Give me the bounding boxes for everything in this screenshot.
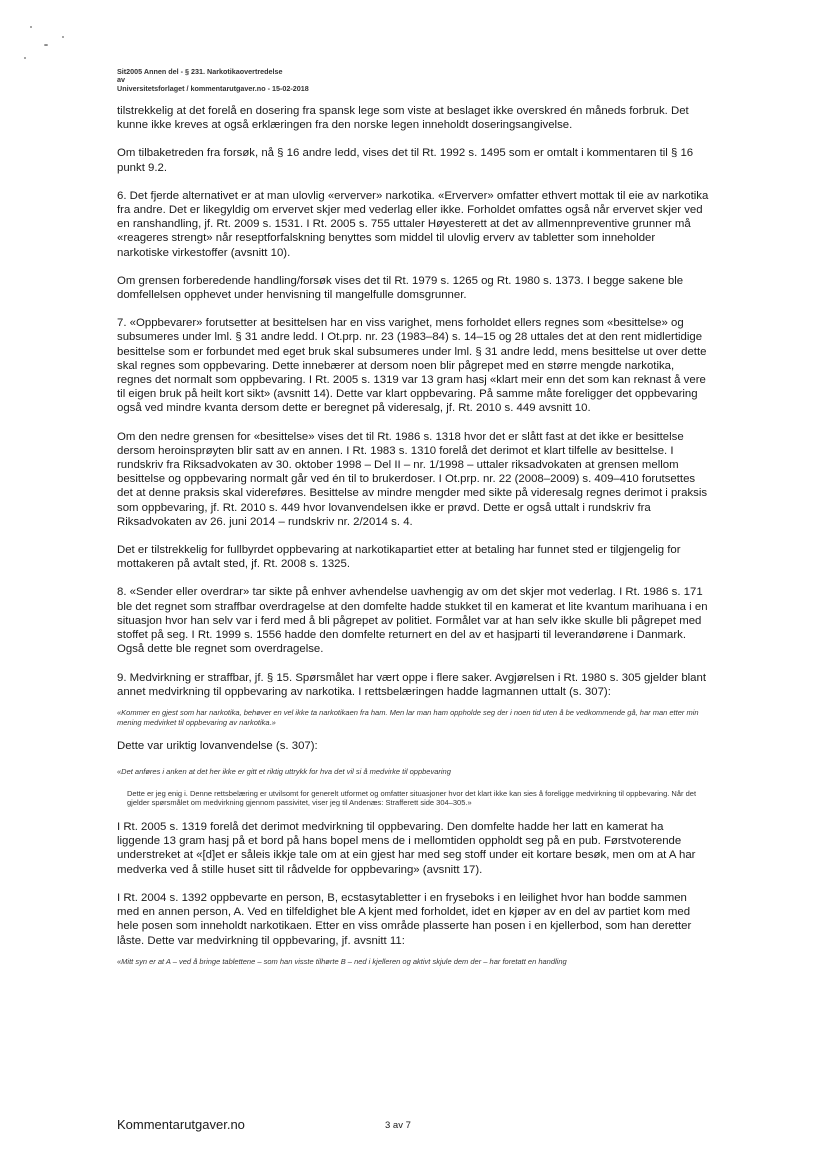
document-header: [117, 68, 309, 93]
paragraph: Om grensen forberedende handling/forsøk vises det til Rt. 1979 s. 1265 og Rt. 1980 s. 1373. I begge sakene ble domfellelsen opphevet under henvisning til mangelfulle domsgrunner.: [117, 274, 684, 302]
document-body: [117, 104, 709, 978]
block-quote: «Kommer en gjest som har narkotika, behøver en vel ikke ta narkotikaen fra ham. Men lar man ham oppholde seg der i noen tid uten å be vedkommende gå, har man etter min mening medvirket til oppbevaring av narkotika.»: [117, 707, 699, 727]
paragraph: 6. Det fjerde alternativet er at man ulovlig «erverver» narkotika. «Erverver» omfatter ethvert mottak til eie av narkotika fra andre. Det er likegyldig om ervervet skjer med vederlag eller ikke. Forholdet omfattes også når ervervet skjer ved en ranshandling, jf. Rt. 2009 s. 1531. I Rt. 2005 s. 755 uttaler Høyesterett at det av allmennpreventive grunner må «reageres strengt» når reseptforfalskning benyttes som middel til ulovlig erverv av tabletter som inneholder narkotiske virkestoffer (avsnitt 10).: [117, 189, 709, 259]
scan-speck: [44, 44, 48, 46]
footer-page-number: 3 av 7: [385, 1120, 411, 1131]
scan-speck: [62, 36, 64, 38]
block-quote-continued: Dette er jeg enig i. Denne rettsbelæring er utvilsomt for generelt utformet og omfatter situasjoner hvor det klart ikke kan sies å foreligge medvirkning til oppbevaring. Når det gjelder spørsmålet om medvirkning gjennom passivitet, viser jeg til Andenæs: Strafferett side 304–305.»: [127, 788, 697, 808]
header-line-1: Sit2005 Annen del - § 231. Narkotikaovertredelse: [117, 67, 283, 76]
paragraph: tilstrekkelig at det forelå en dosering fra spansk lege som viste at beslaget ikke overskred én måneds forbruk. Det kunne ikke kreves at også erklæringen fra den norske legen inneholdt doseringsangivelse.: [117, 105, 689, 132]
paragraph: Om den nedre grensen for «besittelse» vises det til Rt. 1986 s. 1318 hvor det er slått fast at det ikke er besittelse dersom heroinsprøyten blir satt av en annen. I Rt. 1983 s. 1310 forelå det derimot et klart tilfelle av besittelse. I rundskriv fra Riksadvokaten av 30. oktober 1998 – Del II – nr. 1/1998 – uttaler riksadvokaten at grensen mellom besittelse og oppbevaring normalt går ved én til to brukerdoser. I Ot.prp. nr. 22 (2008–2009) s. 409–410 forutsettes det at denne praksis skal videreføres. Besittelse av mindre mengder med sikte på videresalg regnes derimot i praksis som oppbevaring, jf. Rt. 2010 s. 449 hvor lovanvendelsen ikke er prøvd. Dette er også uttalt i rundskriv fra Riksadvokaten av 26. juni 2014 – rundskriv nr. 2/2014 s. 4.: [117, 430, 708, 528]
paragraph: Dette var uriktig lovanvendelse (s. 307):: [117, 740, 318, 753]
header-line-3: Universitetsforlaget / kommentarutgaver.no - 15-02-2018: [117, 83, 309, 93]
footer-site-name: Kommentarutgaver.no: [117, 1117, 245, 1132]
paragraph: I Rt. 2005 s. 1319 forelå det derimot medvirkning til oppbevaring. Den domfelte hadde her latt en kamerat ha liggende 13 gram hasj på et bord på hans bopel mens de i mellomtiden oppholdt seg på en pub. Førstvoterende understreket at «[d]et er såleis ikkje tale om at ein gjest har med seg stoff under eit kortare besøk, men om at A har medverka ved å stille huset sitt til rådvelde for oppbevaring» (avsnitt 17).: [117, 821, 696, 876]
paragraph: 9. Medvirkning er straffbar, jf. § 15. Spørsmålet har vært oppe i flere saker. Avgjørelsen i Rt. 1980 s. 305 gjelder blant annet medvirkning til oppbevaring av narkotika. I rettsbelæringen hadde lagmannen uttalt (s. 307):: [117, 671, 707, 698]
paragraph: Det er tilstrekkelig for fullbyrdet oppbevaring at narkotikapartiet etter at betaling har funnet sted er tilgjengelig for mottakeren på avtalt sted, jf. Rt. 2008 s. 1325.: [117, 544, 681, 571]
paragraph: Om tilbaketreden fra forsøk, nå § 16 andre ledd, vises det til Rt. 1992 s. 1495 som er omtalt i kommentaren til § 16 punkt 9.2.: [117, 147, 694, 174]
block-quote: «Det anføres i anken at det her ikke er gitt et riktig uttrykk for hva det vil si å medvirke til oppbevaring: [117, 767, 451, 777]
paragraph: 8. «Sender eller overdrar» tar sikte på enhver avhendelse uavhengig av om det skjer mot vederlag. I Rt. 1986 s. 171 ble det regnet som straffbar overdragelse at den domfelte hadde stukket til en kamerat et lite kvantum marihuana i en situasjon hvor han selv var i ferd med å bli pågrepet av politiet. Formålet var at han selv ikke skulle bli pågrepet med stoffet på seg. I Rt. 1999 s. 1556 hadde den domfelte returnert en del av et hasjparti til leverandørene i Danmark. Også dette ble regnet som overdragelse.: [117, 586, 708, 656]
block-quote: «Mitt syn er at A – ved å bringe tablettene – som han visste tilhørte B – ned i kjelleren og aktivt skjule dem der – har foretatt en handling: [117, 956, 567, 966]
paragraph: I Rt. 2004 s. 1392 oppbevarte en person, B, ecstasytabletter i en fryseboks i en leilighet hvor han bodde sammen med en annen person, A. Ved en tilfeldighet ble A kjent med forholdet, idet en kjøper av en del av partiet kom med hele posen som inneholdt narkotikaen. Etter en viss område plasserte han posen i en kjellerbod, som han deretter låste. Dette var medvirkning til oppbevaring, jf. avsnitt 11:: [117, 891, 692, 947]
scan-speck: [30, 26, 32, 28]
header-line-2: av: [117, 75, 125, 85]
scan-speck: [24, 57, 26, 59]
paragraph: 7. «Oppbevarer» forutsetter at besittelsen har en viss varighet, mens forholdet ellers regnes som «besittelse» og subsumeres under lml. § 31 andre ledd. I Ot.prp. nr. 23 (1983–84) s. 14–15 og 28 uttales det at den rent midlertidige besittelse som er forbundet med eget bruk skal subsumeres under lml. § 31 andre ledd, mens besittelse ut over dette skal regnes som oppbevaring. Dette innebærer at dersom noen blir pågrepet med en større mengde narkotika, regnes det normalt som oppbevaring. I Rt. 2005 s. 1319 var 13 gram hasj «klart meir enn det som kan reknast å vere til eigen bruk på heilt kort sikt» (avsnitt 14). Dette var klart oppbevaring. På samme måte foreligger det oppbevaring også ved mindre kvanta dersom dette er beregnet på videresalg, jf. Rt. 2010 s. 449 avsnitt 10.: [117, 317, 707, 415]
